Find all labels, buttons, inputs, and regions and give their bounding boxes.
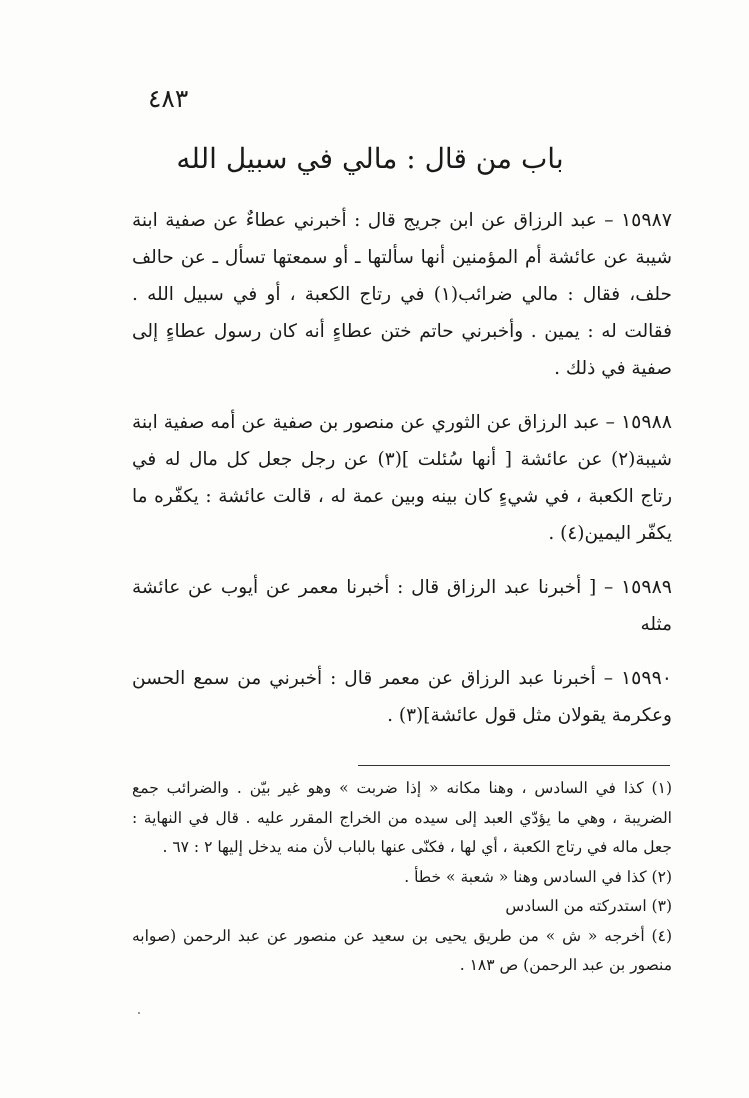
footnote: (٤) أخرجه « ش » من طريق يحيى بن سعيد عن منصور عن عبد الرحمن (صوابه منصور بن عبد الرحمن) ص ١٨٣ . <box>132 926 672 974</box>
chapter-title: باب من قال : مالي في سبيل الله <box>176 142 564 175</box>
hadith-text: – عبد الرزاق عن ابن جريج قال : أخبرني عطاءٌ عن صفية ابنة شيبة عن عائشة أم المؤمنين أنها سألتها ـ أو سمعتها تسأل ـ عن حالف حلف، فقال : مالي ضرائب(١) في رتاج الكعبة ، أو في سبيل الله . فقالت له : يمين . وأخبرني حاتم ختن عطاءٍ أنه كان رسول عطاءٍ إلى صفية في ذلك . <box>132 210 672 379</box>
hadith-number: ١٥٩٨٩ <box>620 576 672 598</box>
hadith-text: – عبد الرزاق عن الثوري عن منصور بن صفية عن أمه صفية ابنة شيبة(٢) عن عائشة [ أنها سُئلت ](٣) عن رجل جعل كل مال له في رتاج الكعبة ، في شيءٍ كان بينه وبين عمة له ، قالت عائشة : يكفّره ما يكفّر اليمين(٤) . <box>132 412 672 544</box>
hadith-list <box>132 202 672 751</box>
footnote: (٣) استدركته من السادس <box>505 897 672 915</box>
hadith-entry <box>132 202 672 387</box>
hadith-entry <box>132 404 672 552</box>
hadith-text: – [ أخبرنا عبد الرزاق قال : أخبرنا معمر عن أيوب عن عائشة مثله <box>132 577 672 635</box>
hadith-entry <box>132 569 672 643</box>
hadith-text: – أخبرنا عبد الرزاق عن معمر قال : أخبرني من سمع الحسن وعكرمة يقولان مثل قول عائشة](٣) . <box>132 668 672 726</box>
hadith-number: ١٥٩٨٨ <box>620 411 672 433</box>
hadith-number: ١٥٩٩٠ <box>620 667 672 689</box>
hadith-entry <box>132 660 672 734</box>
footnote-divider <box>358 765 670 766</box>
footnote: (٢) كذا في السادس وهنا « شعبة » خطأ . <box>404 867 672 886</box>
footnotes <box>132 774 672 981</box>
scan-speck <box>138 1012 140 1014</box>
hadith-number: ١٥٩٨٧ <box>620 209 672 231</box>
footnote: (١) كذا في السادس ، وهنا مكانه « إذا ضربت » وهو غير بيّن . والضرائب جمع الضريبة ، وهي ما يؤدّي العبد إلى سيده من الخراج المقرر عليه . قال في النهاية : جعل ماله في رتاج الكعبة ، أي لها ، فكنّى عنها بالباب لأن منه يدخل إليها ٢ : ٦٧ . <box>132 779 672 856</box>
page-number: ٤٨٣ <box>148 84 189 113</box>
